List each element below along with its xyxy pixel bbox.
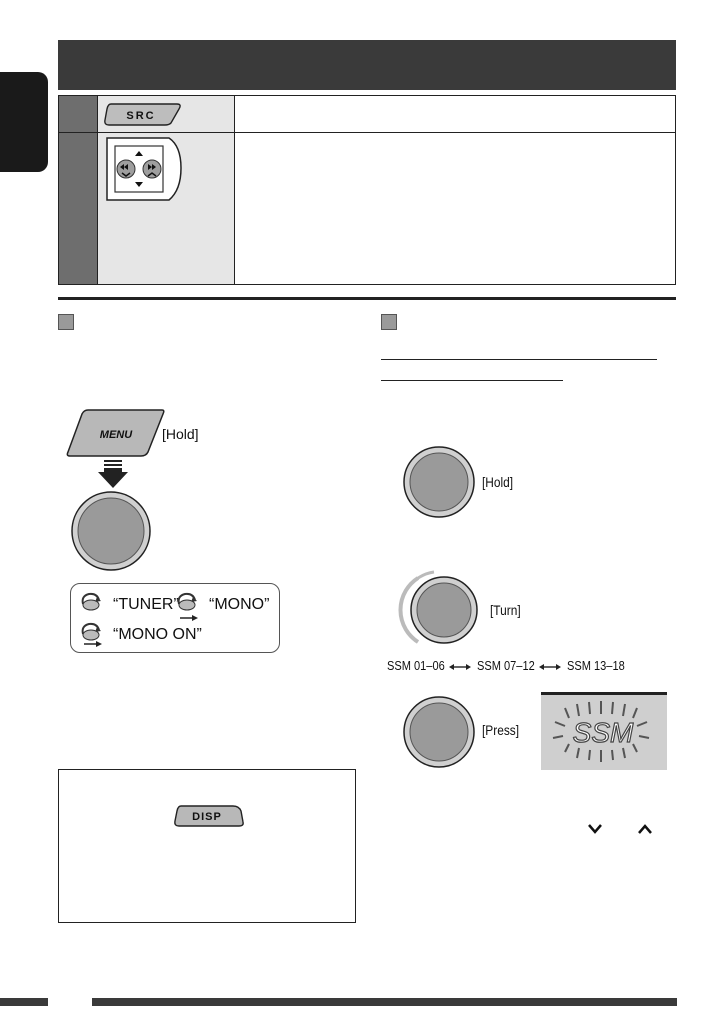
- arrow-icon: [179, 614, 199, 622]
- controls-table: [58, 95, 676, 285]
- control-dial[interactable]: [398, 568, 482, 652]
- dial-turn-label: [Turn]: [490, 602, 521, 618]
- seek-control-panel: [105, 136, 183, 202]
- ssm-options-row: [387, 658, 647, 676]
- turn-hand-icon: [79, 620, 105, 642]
- mono-text: “MONO”: [209, 596, 270, 613]
- mono-on-text: “MONO ON”: [113, 626, 202, 643]
- page-title-bar: [58, 40, 676, 90]
- double-arrow-icon: [448, 663, 472, 671]
- table-number-column: [59, 96, 97, 284]
- disp-button[interactable]: [173, 804, 245, 828]
- menu-button-label: MENU: [99, 429, 133, 441]
- control-dial[interactable]: [402, 445, 476, 519]
- right-section-bullet: [381, 314, 397, 330]
- footer-bar: [92, 998, 677, 1006]
- control-dial[interactable]: [402, 695, 476, 769]
- turn-hand-icon: [79, 590, 105, 612]
- arrow-icon: [83, 640, 103, 648]
- ssm-option: SSM 01–06: [387, 658, 445, 673]
- press-hand-icon: [175, 590, 201, 612]
- down-arrow-icon: [98, 460, 128, 490]
- ssm-display-text: SSM: [572, 717, 634, 748]
- section-divider: [58, 297, 676, 300]
- tuner-text: “TUNER”: [113, 596, 179, 613]
- up-chevron-icon: [637, 823, 653, 835]
- footer-bar-left: [0, 998, 48, 1006]
- double-arrow-icon: [538, 663, 562, 671]
- mono-sequence-box: [70, 583, 280, 653]
- menu-button[interactable]: [66, 408, 166, 458]
- control-dial[interactable]: [70, 490, 152, 572]
- dial-hold-label: [Hold]: [482, 474, 514, 490]
- down-chevron-icon: [587, 823, 603, 835]
- ssm-display-panel: [541, 692, 667, 770]
- table-row-divider: [59, 132, 675, 133]
- src-button[interactable]: [103, 102, 183, 126]
- disp-button-label: DISP: [192, 811, 222, 823]
- seek-back-button[interactable]: [117, 160, 135, 178]
- dial-press-label: [Press]: [482, 722, 520, 738]
- src-button-label: SRC: [126, 110, 156, 122]
- underline-rule: [381, 380, 563, 381]
- left-section-bullet: [58, 314, 74, 330]
- ssm-option: SSM 07–12: [477, 658, 535, 673]
- seek-forward-button[interactable]: [143, 160, 161, 178]
- ssm-option: SSM 13–18: [567, 658, 625, 673]
- menu-hold-label: [Hold]: [162, 426, 199, 442]
- underline-rule: [381, 359, 657, 360]
- language-tab: [0, 72, 48, 172]
- note-box: [58, 769, 356, 923]
